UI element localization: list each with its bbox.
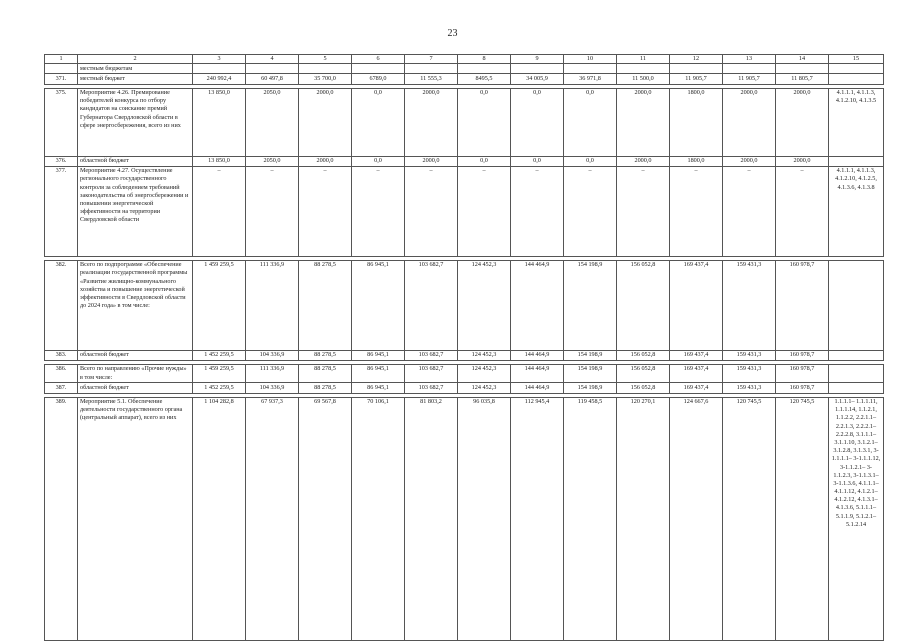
amount-cell: 124 452,3: [458, 364, 511, 382]
amount-cell: 124 452,3: [458, 350, 511, 360]
table-row: [45, 383, 884, 393]
amount-cell: [193, 64, 246, 74]
amount-cell: 2000,0: [617, 156, 670, 166]
column-number-cell: 1: [45, 55, 78, 64]
amount-cell: 160 978,7: [776, 260, 829, 350]
amount-cell: [458, 64, 511, 74]
target-indicators-cell: [829, 364, 884, 382]
column-number-cell: 14: [776, 55, 829, 64]
amount-cell: 2000,0: [405, 156, 458, 166]
amount-cell: 67 937,3: [246, 397, 299, 640]
amount-cell: 2000,0: [723, 88, 776, 156]
amount-cell: 35 700,0: [299, 74, 352, 84]
amount-cell: –: [246, 166, 299, 256]
row-number-cell: 382.: [45, 260, 78, 350]
amount-cell: 88 278,5: [299, 383, 352, 393]
column-number-cell: 4: [246, 55, 299, 64]
amount-cell: 103 682,7: [405, 364, 458, 382]
amount-cell: 111 336,9: [246, 364, 299, 382]
amount-cell: 2000,0: [776, 88, 829, 156]
amount-cell: 11 555,3: [405, 74, 458, 84]
amount-cell: 169 437,4: [670, 260, 723, 350]
amount-cell: 86 945,1: [352, 364, 405, 382]
amount-cell: 160 978,7: [776, 383, 829, 393]
target-indicators-cell: [829, 74, 884, 84]
amount-cell: 2000,0: [723, 156, 776, 166]
table-row: [45, 350, 884, 360]
table-row: [45, 74, 884, 84]
amount-cell: 156 052,8: [617, 260, 670, 350]
item-name-cell: областной бюджет: [78, 156, 193, 166]
row-number-cell: 383.: [45, 350, 78, 360]
amount-cell: 2050,0: [246, 156, 299, 166]
row-number-cell: 371.: [45, 74, 78, 84]
item-name-cell: Мероприятие 4.27. Осуществление регионального государственного контроля за соблюдением требований законодательства об энергосбережении и повышении энергетической эффективности на территории Свердловской области: [78, 166, 193, 256]
row-number-cell: 377.: [45, 166, 78, 256]
amount-cell: 124 452,3: [458, 383, 511, 393]
amount-cell: 2000,0: [299, 88, 352, 156]
amount-cell: 154 198,9: [564, 350, 617, 360]
row-number-cell: 375.: [45, 88, 78, 156]
column-number-cell: 6: [352, 55, 405, 64]
amount-cell: [723, 64, 776, 74]
table-row: [45, 156, 884, 166]
amount-cell: 111 336,9: [246, 260, 299, 350]
amount-cell: 112 945,4: [511, 397, 564, 640]
amount-cell: [511, 64, 564, 74]
column-number-cell: 7: [405, 55, 458, 64]
table-row: [45, 364, 884, 382]
amount-cell: 156 052,8: [617, 364, 670, 382]
column-number-cell: 12: [670, 55, 723, 64]
amount-cell: 81 803,2: [405, 397, 458, 640]
amount-cell: 60 497,8: [246, 74, 299, 84]
amount-cell: 0,0: [564, 88, 617, 156]
row-number-cell: 376.: [45, 156, 78, 166]
target-indicators-cell: [829, 156, 884, 166]
amount-cell: 240 992,4: [193, 74, 246, 84]
target-indicators-cell: [829, 383, 884, 393]
amount-cell: 144 464,9: [511, 364, 564, 382]
amount-cell: 86 945,1: [352, 350, 405, 360]
amount-cell: 88 278,5: [299, 364, 352, 382]
amount-cell: 86 945,1: [352, 383, 405, 393]
amount-cell: 69 567,8: [299, 397, 352, 640]
row-number-cell: 386.: [45, 364, 78, 382]
page-number: 23: [447, 28, 458, 39]
column-number-cell: 11: [617, 55, 670, 64]
column-number-row: [45, 55, 884, 64]
column-number-cell: 3: [193, 55, 246, 64]
amount-cell: –: [405, 166, 458, 256]
amount-cell: 160 978,7: [776, 364, 829, 382]
amount-cell: 160 978,7: [776, 350, 829, 360]
amount-cell: 144 464,9: [511, 350, 564, 360]
amount-cell: 88 278,5: [299, 350, 352, 360]
amount-cell: 159 431,3: [723, 350, 776, 360]
target-indicators-cell: 1.1.1.1– 1.1.1.11, 1.1.1.14, 1.1.2.1, 1.1.2.2, 2.2.1.1–2.2.1.3, 2.2.2.1–2.2.2.8, 3.1.1.1– 3.1.1.10, 3.1.2.1–3.1.2.8, 3.1.3.1, 3-1.1.1.1– 3-1.1.1.12, 3-1.1.2.1– 3-1.1.2.3, 3-1.1.3.1– 3-1.1.3.6, 4.1.1.1– 4.1.1.12, 4.1.2.1– 4.1.2.12, 4.1.3.1–4.1.3.6, 5.1.1.1–5.1.1.9, 5.1.2.1– 5.1.2.14: [829, 397, 884, 640]
amount-cell: 169 437,4: [670, 383, 723, 393]
amount-cell: 0,0: [564, 156, 617, 166]
item-name-cell: местным бюджетам: [78, 64, 193, 74]
row-number-cell: [45, 64, 78, 74]
amount-cell: 103 682,7: [405, 350, 458, 360]
column-number-cell: 13: [723, 55, 776, 64]
amount-cell: 159 431,3: [723, 260, 776, 350]
table-row: [45, 260, 884, 350]
amount-cell: 169 437,4: [670, 364, 723, 382]
amount-cell: –: [458, 166, 511, 256]
amount-cell: 1 459 259,5: [193, 260, 246, 350]
amount-cell: 154 198,9: [564, 383, 617, 393]
target-indicators-cell: 4.1.1.1, 4.1.1.3, 4.1.2.10, 4.1.2.5, 4.1.3.6, 4.1.3.8: [829, 166, 884, 256]
amount-cell: 103 682,7: [405, 260, 458, 350]
table-row: [45, 166, 884, 256]
amount-cell: –: [776, 166, 829, 256]
amount-cell: 0,0: [352, 88, 405, 156]
amount-cell: 11 805,7: [776, 74, 829, 84]
target-indicators-cell: 4.1.1.1, 4.1.1.3, 4.1.2.10, 4.1.3.5: [829, 88, 884, 156]
column-number-cell: 10: [564, 55, 617, 64]
amount-cell: 119 458,5: [564, 397, 617, 640]
amount-cell: [564, 64, 617, 74]
column-number-cell: 8: [458, 55, 511, 64]
amount-cell: –: [352, 166, 405, 256]
amount-cell: 2000,0: [405, 88, 458, 156]
amount-cell: 156 052,8: [617, 383, 670, 393]
amount-cell: –: [564, 166, 617, 256]
amount-cell: 70 106,1: [352, 397, 405, 640]
amount-cell: –: [617, 166, 670, 256]
column-number-cell: 9: [511, 55, 564, 64]
amount-cell: 159 431,3: [723, 364, 776, 382]
amount-cell: 120 745,5: [776, 397, 829, 640]
amount-cell: 0,0: [458, 156, 511, 166]
table-row: [45, 64, 884, 74]
amount-cell: 96 035,8: [458, 397, 511, 640]
column-number-cell: 15: [829, 55, 884, 64]
item-name-cell: Всего по направлению «Прочие нужды» в том числе:: [78, 364, 193, 382]
amount-cell: 13 850,0: [193, 88, 246, 156]
amount-cell: 8495,5: [458, 74, 511, 84]
column-number-cell: 5: [299, 55, 352, 64]
amount-cell: 154 198,9: [564, 364, 617, 382]
amount-cell: [776, 64, 829, 74]
budget-table: [44, 54, 884, 641]
amount-cell: [352, 64, 405, 74]
amount-cell: [670, 64, 723, 74]
item-name-cell: местный бюджет: [78, 74, 193, 84]
amount-cell: [617, 64, 670, 74]
amount-cell: 104 336,9: [246, 350, 299, 360]
amount-cell: 156 052,8: [617, 350, 670, 360]
amount-cell: 104 336,9: [246, 383, 299, 393]
item-name-cell: областной бюджет: [78, 350, 193, 360]
amount-cell: 144 464,9: [511, 383, 564, 393]
table-row: [45, 397, 884, 640]
amount-cell: 103 682,7: [405, 383, 458, 393]
amount-cell: 11 905,7: [723, 74, 776, 84]
amount-cell: 124 667,6: [670, 397, 723, 640]
amount-cell: –: [193, 166, 246, 256]
amount-cell: 2000,0: [776, 156, 829, 166]
amount-cell: 1 452 259,5: [193, 383, 246, 393]
amount-cell: 1 459 259,5: [193, 364, 246, 382]
amount-cell: 11 500,0: [617, 74, 670, 84]
amount-cell: 124 452,3: [458, 260, 511, 350]
amount-cell: 1 104 282,8: [193, 397, 246, 640]
amount-cell: –: [670, 166, 723, 256]
amount-cell: 2050,0: [246, 88, 299, 156]
amount-cell: 2000,0: [617, 88, 670, 156]
amount-cell: [405, 64, 458, 74]
amount-cell: 159 431,3: [723, 383, 776, 393]
amount-cell: –: [723, 166, 776, 256]
amount-cell: 36 971,8: [564, 74, 617, 84]
item-name-cell: Всего по подпрограмме «Обеспечение реализации государственной программы «Развитие жилищно-коммунального хозяйства и повышение энергетической эффективности в Свердловской области до 2024 года» в том числе:: [78, 260, 193, 350]
target-indicators-cell: [829, 64, 884, 74]
item-name-cell: Мероприятие 4.26. Премирование победителей конкурса по отбору кандидатов на соискание премий Губернатора Свердловской области в сфере энергосбережения, всего из них: [78, 88, 193, 156]
amount-cell: 1 452 259,5: [193, 350, 246, 360]
amount-cell: 1800,0: [670, 156, 723, 166]
amount-cell: 0,0: [511, 156, 564, 166]
amount-cell: 120 745,5: [723, 397, 776, 640]
table-row: [45, 88, 884, 156]
amount-cell: 154 198,9: [564, 260, 617, 350]
target-indicators-cell: [829, 260, 884, 350]
amount-cell: 144 464,9: [511, 260, 564, 350]
amount-cell: 2000,0: [299, 156, 352, 166]
amount-cell: 1800,0: [670, 88, 723, 156]
column-number-cell: 2: [78, 55, 193, 64]
amount-cell: –: [299, 166, 352, 256]
amount-cell: 169 437,4: [670, 350, 723, 360]
amount-cell: 120 270,1: [617, 397, 670, 640]
amount-cell: 34 005,9: [511, 74, 564, 84]
amount-cell: [246, 64, 299, 74]
amount-cell: –: [511, 166, 564, 256]
amount-cell: 86 945,1: [352, 260, 405, 350]
amount-cell: 0,0: [352, 156, 405, 166]
amount-cell: 0,0: [458, 88, 511, 156]
amount-cell: 0,0: [511, 88, 564, 156]
amount-cell: 11 905,7: [670, 74, 723, 84]
item-name-cell: областной бюджет: [78, 383, 193, 393]
row-number-cell: 389.: [45, 397, 78, 640]
amount-cell: 6789,0: [352, 74, 405, 84]
amount-cell: [299, 64, 352, 74]
target-indicators-cell: [829, 350, 884, 360]
item-name-cell: Мероприятие 5.1. Обеспечение деятельности государственного органа (центральный аппарат), всего из них: [78, 397, 193, 640]
amount-cell: 88 278,5: [299, 260, 352, 350]
row-number-cell: 387.: [45, 383, 78, 393]
amount-cell: 13 850,0: [193, 156, 246, 166]
